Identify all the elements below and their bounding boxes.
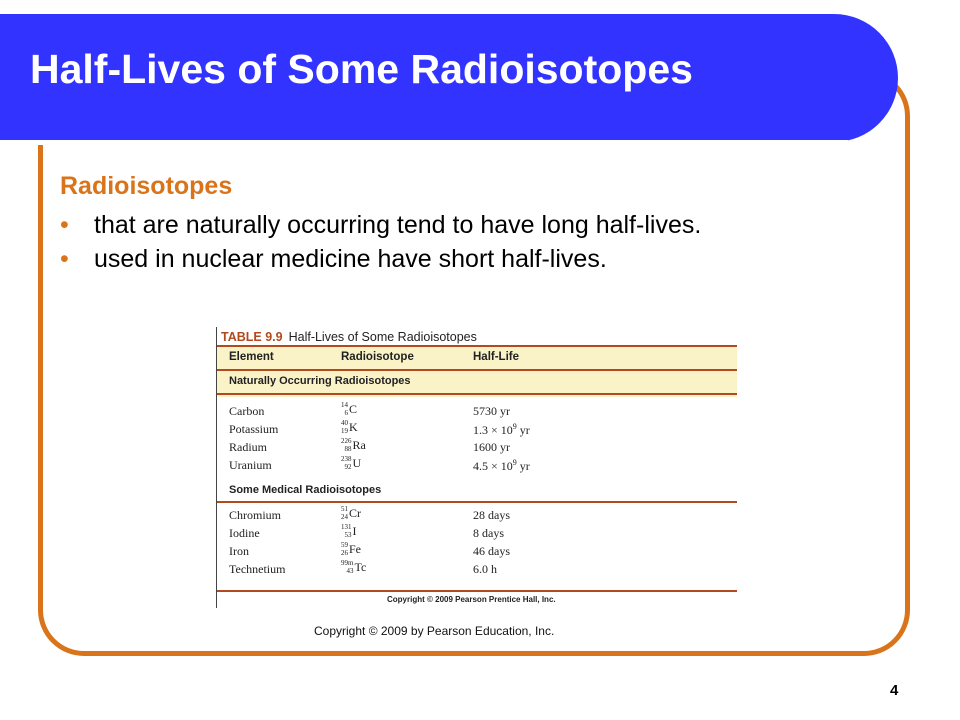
cell-half-life: 1600 yr — [473, 440, 510, 454]
cell-half-life: 28 days — [473, 508, 510, 522]
section-rule — [217, 393, 737, 395]
cell-element: Chromium — [229, 508, 282, 522]
cell-radioisotope: 226 88Ra — [341, 437, 366, 454]
subheading: Radioisotopes — [60, 172, 233, 200]
cell-half-life: $4.5 \times 10^9$ yr — [473, 458, 530, 473]
bullet-item — [60, 208, 701, 242]
bullet-text: used in nuclear medicine have short half-lives. — [94, 245, 607, 273]
slide-title: Half-Lives of Some Radioisotopes — [30, 46, 693, 92]
bullet-item — [60, 242, 701, 276]
table-credit: Copyright © 2009 Pearson Prentice Hall, Inc. — [387, 595, 556, 604]
cell-half-life: 5730 yr — [473, 404, 510, 418]
cell-radioisotope: 99m 43Tc — [341, 559, 367, 576]
section-title: Some Medical Radioisotopes — [229, 484, 382, 496]
cell-radioisotope: 131 53I — [341, 523, 357, 540]
bullet-icon: • — [60, 211, 69, 239]
cell-element: Iron — [229, 544, 249, 558]
table-label: TABLE 9.9 — [221, 330, 283, 344]
header-half-life: Half-Life — [473, 351, 519, 363]
cell-element: Uranium — [229, 458, 272, 472]
header-divider-rule — [217, 369, 737, 371]
table-caption — [221, 330, 477, 344]
cell-radioisotope: 51 24Cr — [341, 505, 361, 522]
cell-radioisotope: 59 26Fe — [341, 541, 361, 558]
bullet-text: that are naturally occurring tend to have long half-lives. — [94, 211, 702, 239]
copyright-notice: Copyright © 2009 by Pearson Education, Inc. — [314, 624, 555, 638]
cell-element: Radium — [229, 440, 267, 454]
page-number: 4 — [890, 682, 899, 699]
cell-element: Potassium — [229, 422, 279, 436]
cell-half-life: $1.3 \times 10^9$ yr — [473, 422, 530, 437]
header-top-rule — [217, 345, 737, 347]
cell-element: Technetium — [229, 562, 286, 576]
cell-radioisotope: 40 19K — [341, 419, 358, 436]
table-bottom-rule — [217, 590, 737, 592]
half-life-table — [216, 327, 737, 608]
section-rule — [217, 501, 737, 503]
header-element: Element — [229, 351, 274, 363]
table-header — [217, 345, 737, 397]
bullet-icon: • — [60, 245, 69, 273]
header-radioisotope: Radioisotope — [341, 351, 414, 363]
cell-element: Carbon — [229, 404, 265, 418]
cell-half-life: 46 days — [473, 544, 510, 558]
cell-radioisotope: 238 92U — [341, 455, 362, 472]
cell-radioisotope: 14 6C — [341, 401, 358, 418]
bullet-list — [60, 208, 701, 276]
table-caption-text: Half-Lives of Some Radioisotopes — [288, 330, 477, 344]
cell-half-life: 8 days — [473, 526, 504, 540]
cell-element: Iodine — [229, 526, 260, 540]
title-underline — [0, 140, 848, 145]
section-title: Naturally Occurring Radioisotopes — [229, 375, 411, 387]
cell-half-life: 6.0 h — [473, 562, 497, 576]
